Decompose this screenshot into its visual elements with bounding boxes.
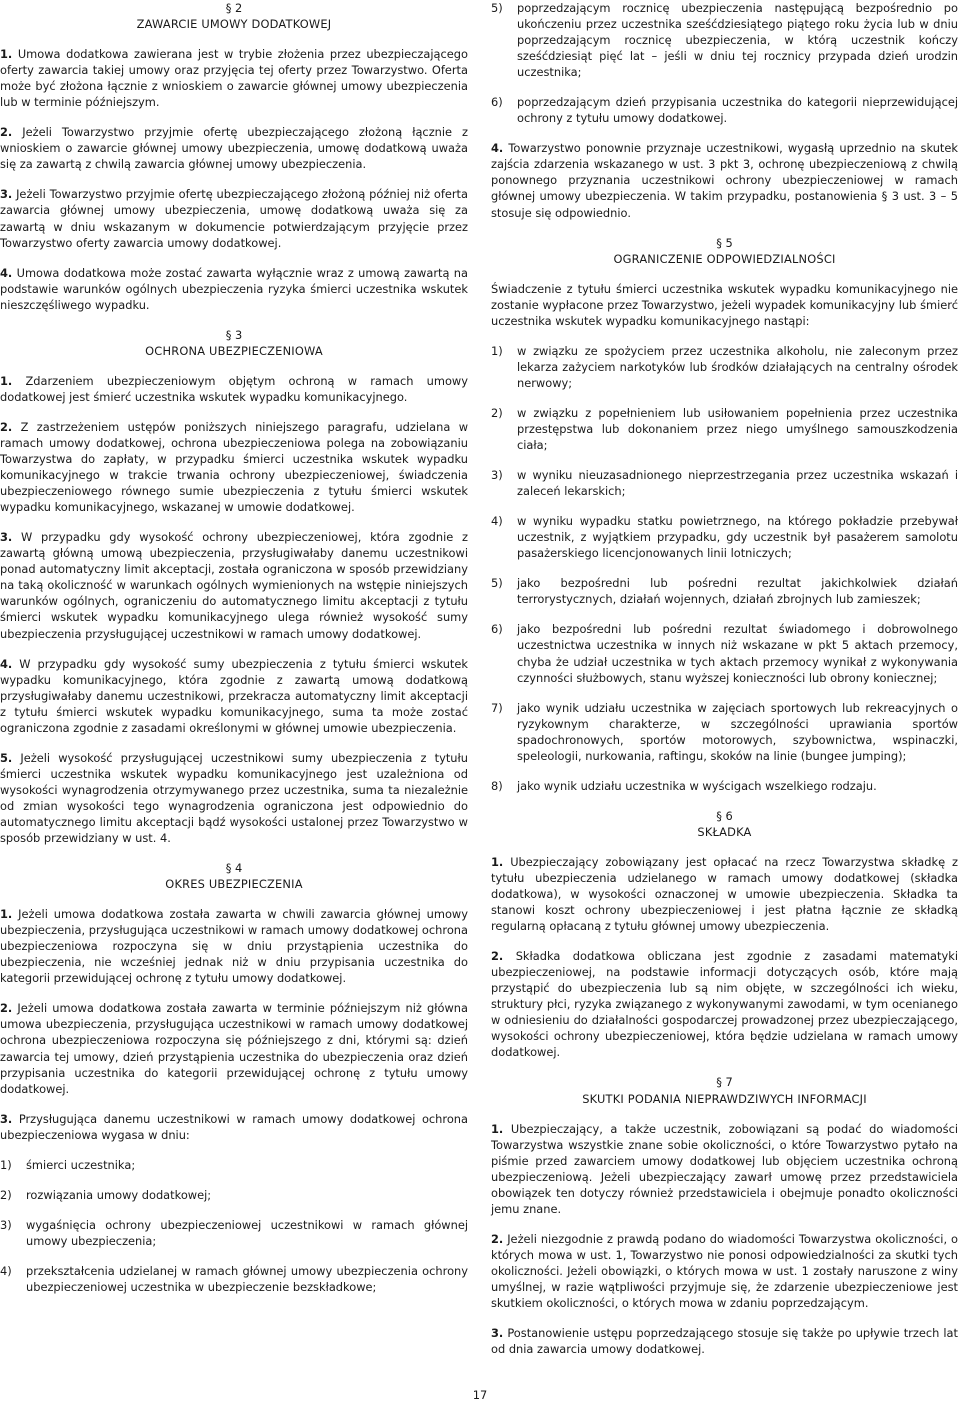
list-item-text: w wyniku nieuzasadnionego nieprzestrzegania przez uczestnika wskazań i zaleceń lekarskich;: [517, 468, 958, 499]
left-column: [0, 0, 468, 1309]
list-item-text: wygaśnięcia ochrony ubezpieczeniowej uczestnikowi w ramach głównej umowy ubezpieczenia;: [26, 1217, 468, 1248]
paragraph-text: Jeżeli niezgodnie z prawdą podano do wiadomości Towarzystwa okoliczności, o których mowa w ust. 1, Towarzystwo nie ponosi odpowiedzialności za skutki tych okoliczności. Jeżeli obowiązki, o których mowa w ust. 1 zostały naruszone z winy umyślnej, w razie wątpliwości przyjmuje się, że zdarzenie ubezpieczeniowe jest skutkiem okoliczności, o których mowa w zdaniu poprzedzającym.: [491, 1231, 958, 1311]
paragraph-number: 5.: [0, 750, 13, 765]
paragraph-number: 4.: [491, 141, 504, 156]
paragraph: [0, 1111, 468, 1143]
paragraph-text: W przypadku gdy wysokość ochrony ubezpieczeniowej, która zgodnie z zawartą główną umową ubezpieczenia, przysługiwałaby danemu uczestnikowi ponad automatyczny limit akceptacji, została ograniczona w sposób przewidziany na taką okoliczność w warunkach ogólnych wymienionych na wstępie niniejszych warunków ogólnych, ograniczeniu do automatycznego limitu akceptacji z tytułu śmierci wskutek wypadku komunikacyjnego ulega również wysokość sumy ubezpieczenia przysługującej uczestnikowi w ramach umowy dodatkowej.: [0, 530, 468, 641]
paragraph: [491, 1325, 958, 1357]
list-item-text: w związku ze spożyciem przez uczestnika alkoholu, nie zaleconym przez lekarza zażyciem narkotyków lub środków działających na centralny ośrodek nerwowy;: [517, 343, 958, 390]
list-item-number: 5): [491, 576, 503, 591]
paragraph-number: 3.: [0, 1111, 13, 1126]
paragraph-number: 1.: [0, 907, 13, 922]
list-item-number: 5): [491, 1, 503, 15]
paragraph: [0, 373, 468, 405]
list-item-number: 8): [491, 778, 503, 793]
section-title: SKŁADKA: [697, 824, 752, 839]
paragraph: [0, 186, 468, 250]
list-item: [491, 700, 958, 764]
list-item: [0, 1157, 468, 1173]
list-item: [491, 467, 958, 499]
right-column: [491, 0, 958, 1371]
list-item-number: 2): [0, 1187, 12, 1202]
paragraph: [0, 529, 468, 641]
paragraph-text: Umowa dodatkowa zawierana jest w trybie złożenia przez ubezpieczającego oferty zawarcia takiej umowy oraz przyjęcia tej oferty przez Towarzystwo. Oferta może być złożona łącznie z wnioskiem o zawarcie głównej umowy ubezpieczenia lub w terminie późniejszym.: [0, 47, 468, 110]
paragraph: [491, 1231, 958, 1311]
paragraph-text: Jeżeli Towarzystwo przyjmie ofertę ubezpieczającego złożoną później niż oferta zawarcia głównej umowy ubezpieczenia, umowę dodatkową uważa się za zawartą w dniu wskazanym w dokumencie potwierdzającym przyjęcie przez Towarzystwo oferty zawarcia umowy dodatkowej.: [0, 187, 468, 250]
list-item-text: śmierci uczestnika;: [26, 1157, 136, 1172]
paragraph-number: 3.: [491, 1326, 504, 1341]
list-item-text: poprzedzającym dzień przypisania uczestnika do kategorii nieprzewidującej ochrony z tytułu umowy dodatkowej.: [517, 95, 958, 126]
section-number: § 6: [716, 808, 733, 823]
paragraph-number: 4.: [0, 265, 13, 280]
list-item-number: 6): [491, 622, 503, 637]
list-item: [0, 1187, 468, 1203]
paragraph: [491, 140, 958, 220]
paragraph-number: 2.: [491, 1231, 504, 1246]
paragraph-number: 1.: [491, 1121, 504, 1136]
section-heading-3: [0, 327, 468, 359]
section-number: § 5: [716, 235, 733, 250]
list-item-number: 3): [491, 468, 503, 483]
list-item-text: rozwiązania umowy dodatkowej;: [26, 1187, 212, 1202]
paragraph-number: 4.: [0, 656, 13, 671]
list-item: [491, 621, 958, 685]
paragraph-number: 2.: [0, 125, 13, 140]
section-number: § 3: [225, 327, 243, 342]
paragraph: [0, 265, 468, 313]
list-item: [0, 1263, 468, 1295]
list-item-text: w związku z popełnieniem lub usiłowaniem popełnienia przez uczestnika przestępstwa lub dokonaniem przez niego umyślnego samouszkodzenia ciała;: [517, 405, 958, 453]
paragraph: [0, 656, 468, 736]
paragraph-text: W przypadku gdy wysokość sumy ubezpieczenia z tytułu śmierci wskutek wypadku komunikacyjnego, która zgodnie z zawartą umową dodatkową przysługiwałaby danemu uczestnikowi, przekracza automatyczny limit akceptacji z tytułu śmierci wskutek wypadku komunikacyjnego, suma ta może zostać ograniczona zgodnie z zasadami określonymi w głównej umowie ubezpieczenia.: [0, 656, 468, 735]
section-heading-6: [491, 808, 958, 840]
list-item-number: 4): [491, 514, 503, 529]
paragraph-text: Jeżeli umowa dodatkowa została zawarta w terminie późniejszym niż główna umowa ubezpieczenia, przysługująca uczestnikowi w ramach umowy dodatkowej ochrona ubezpieczeniowa rozpoczyna się późniejszego z dni, którymi są: dzień zawarcia tej umowy, dzień przystąpienia uczestnika do ubezpieczenia oraz dzień przypisania uczestnika do kategorii przewidującej ochronę z tytułu umowy dodatkowej.: [0, 1001, 468, 1096]
paragraph-number: 2.: [0, 1001, 13, 1016]
list-item-number: 1): [491, 343, 503, 358]
list-item: [491, 575, 958, 607]
paragraph: [0, 46, 468, 110]
paragraph-number: 1.: [0, 47, 13, 62]
list-item: [0, 1217, 468, 1249]
paragraph-text: Ubezpieczający, a także uczestnik, zobowiązani są podać do wiadomości Towarzystwa wszystkie znane sobie okoliczności, o które Towarzystwo pytało na piśmie przed zawarciem umowy dodatkowej lub objęciem uczestnika ochroną ubezpieczeniową. Jeżeli ubezpieczający zawarł umowę przez przedstawiciela obowiązek ten dotyczy również przedstawiciela i obejmuje ponadto okoliczności jemu znane.: [491, 1121, 958, 1216]
list-item-number: 2): [491, 405, 503, 420]
paragraph-text: Z zastrzeżeniem ustępów poniższych niniejszego paragrafu, udzielana w ramach umowy dodatkowej, ochrona ubezpieczeniowa polega na zobowiązaniu Towarzystwa do zapłaty, w przypadku śmierci uczestnika wskutek wypadku komunikacyjnego w trakcie trwania ochrony ubezpieczeniowej, świadczenia ubezpieczeniowego równego sumie ubezpieczenia z tytułu śmierci wskutek wypadku komunikacyjnego, wskazanej w umowie dodatkowej.: [0, 419, 469, 515]
paragraph-number: 3.: [0, 187, 13, 202]
list-item-text: przekształcenia udzielanej w ramach głównej umowy ubezpieczenia ochrony ubezpieczeniowej uczestnika w ubezpieczenie bezskładkowe;: [26, 1263, 468, 1294]
list-item-text: poprzedzającym rocznicę ubezpieczenia następującą bezpośrednio po ukończeniu przez uczestnika sześćdziesiątego piątego roku życia lub w dniu poprzedzającym rocznicę ubezpieczenia, w którą uczestnik kończy sześćdziesiąt pięć lat – jeśli w dniu tej rocznicy przypada dzień urodzin uczestnika;: [517, 1, 958, 80]
paragraph-number: 2.: [0, 419, 13, 434]
paragraph-text: Jeżeli umowa dodatkowa została zawarta w chwili zawarcia głównej umowy ubezpieczenia, przysługująca uczestnikowi w ramach umowy dodatkowej ochrona ubezpieczeniowa rozpoczyna się w dniu przystąpienia uczestnika do ubezpieczenia, nie wcześniej jednak niż w dniu przypisania uczestnika do kategorii przewidującej ochronę z tytułu umowy dodatkowej.: [0, 907, 468, 986]
page-number: 17: [472, 1388, 488, 1402]
section-title: ZAWARCIE UMOWY DODATKOWEJ: [136, 17, 332, 32]
section-number: § 4: [225, 861, 243, 876]
paragraph-text: Umowa dodatkowa może zostać zawarta wyłącznie wraz z umową zawartą na podstawie warunków ogólnych ubezpieczenia ryzyka śmierci uczestnika wskutek nieszczęśliwego wypadku.: [0, 265, 468, 312]
list-item-text: jako wynik udziału uczestnika w wyścigach wszelkiego rodzaju.: [517, 778, 877, 793]
section-title: SKUTKI PODANIA NIEPRAWDZIWYCH INFORMACJI: [582, 1091, 867, 1106]
list-item: [491, 513, 958, 561]
list-item: [491, 778, 958, 794]
paragraph-text: Jeżeli Towarzystwo przyjmie ofertę ubezpieczającego złożoną łącznie z wnioskiem o zawarcie głównej umowy ubezpieczenia, umowę dodatkową uważa się za zawartą z chwilą zawarcia głównej umowy ubezpieczenia.: [0, 125, 468, 172]
lead-paragraph: Świadczenie z tytułu śmierci uczestnika wskutek wypadku komunikacyjnego nie zostanie wypłacone przez Towarzystwo, jeżeli wypadek komunikacyjny lub śmierć uczestnika wskutek wypadku komunikacyjnego nastąpi:: [491, 281, 958, 328]
paragraph-text: Zdarzeniem ubezpieczeniowym objętym ochroną w ramach umowy dodatkowej jest śmierć uczestnika wskutek wypadku komunikacyjnego.: [0, 373, 468, 404]
paragraph: [0, 124, 468, 172]
paragraph-text: Składka dodatkowa obliczana jest zgodnie z zasadami matematyki ubezpieczeniowej, na podstawie informacji dotyczących osób, które mają przystąpić do ubezpieczenia lub są nim objęte, w szczególności ich wieku, struktury płci, ryzyka związanego z wykonywanymi zawodami, w tym ocenianego w odniesieniu do działalności gospodarczej prowadzonej przez ubezpieczającego, wysokości ochrony ubezpieczeniowej, która będzie udzielana w ramach umowy dodatkowej.: [491, 949, 958, 1060]
list-item: [491, 343, 958, 391]
paragraph-text: Towarzystwo ponownie przyznaje uczestnikowi, wygasłą uprzednio na skutek zajścia zdarzenia wskazanego w ust. 3 pkt 3, ochronę ubezpieczeniową z chwilą ponownego przyznania uczestnikowi ochrony ubezpieczeniowej w ramach głównej umowy ubezpieczenia. W takim przypadku, postanowienia § 3 ust. 3 – 5 stosuje się odpowiednio.: [491, 141, 958, 220]
paragraph-number: 1.: [0, 373, 13, 388]
paragraph: [0, 906, 468, 986]
list-item-number: 7): [491, 700, 503, 715]
paragraph: [0, 750, 468, 846]
paragraph-text: Jeżeli wysokość przysługującej uczestnikowi sumy ubezpieczenia z tytułu śmierci uczestnika wskutek wypadku komunikacyjnego jest uzależniona od wysokości wynagrodzenia otrzymywanego przez uczestnika, suma ta niezależnie od zmian wysokości tego wynagrodzenia ograniczona jest odpowiednio do automatycznego limitu akceptacji bądź wysokości ustalonej przez Towarzystwo w sposób przewidziany w ust. 4.: [0, 750, 468, 846]
list-item-text: jako bezpośredni lub pośredni rezultat świadomego i dobrowolnego uczestnictwa uczestnika w innych niż wskazane w pkt 5 aktach przemocy, chyba że udział uczestnika w tych aktach przemocy wynikał z wykonywania czynności służbowych, stanu wyższej konieczności lub obrony koniecznej;: [517, 622, 958, 685]
paragraph-number: 2.: [491, 949, 504, 964]
list-item-text: w wyniku wypadku statku powietrznego, na którego pokładzie przebywał uczestnik, z wyjątkiem przypadku, gdy uczestnik był pasażerem samolotu pasażerskiego licencjonowanych linii lotniczych;: [517, 514, 958, 561]
paragraph-text: Postanowienie ustępu poprzedzającego stosuje się także po upływie trzech lat od dnia zawarcia umowy dodatkowej.: [491, 1326, 958, 1357]
list-item-number: 4): [0, 1263, 12, 1278]
paragraph: [491, 948, 958, 1060]
section-heading-5: [491, 235, 958, 267]
list-item-number: 6): [491, 95, 503, 110]
section-title: OGRANICZENIE ODPOWIEDZIALNOŚCI: [613, 251, 836, 266]
list-item-text: jako wynik udziału uczestnika w zajęciach sportowych lub rekreacyjnych o ryzykownym charakterze, w szczególności uprawiania sportów spadochronowych, sportów motorowych, szybownictwa, wspinaczki, speleologii, nurkowania, raftingu, skoków na linie (bungee jumping);: [517, 700, 958, 763]
paragraph-number: 3.: [0, 530, 13, 545]
paragraph: [491, 854, 958, 934]
paragraph: [0, 419, 468, 515]
list-item: [491, 94, 958, 126]
section-title: OCHRONA UBEZPIECZENIOWA: [145, 343, 323, 358]
section-heading-4: [0, 860, 468, 892]
list-item-number: 3): [0, 1217, 12, 1232]
paragraph: [491, 1121, 958, 1217]
list-item: [491, 405, 958, 453]
paragraph: [0, 1000, 468, 1096]
list-item-text: jako bezpośredni lub pośredni rezultat jakichkolwiek działań terrorystycznych, działań wojennych, działań zbrojnych lub zamieszek;: [517, 576, 958, 607]
paragraph-text: Przysługująca danemu uczestnikowi w ramach umowy dodatkowej ochrona ubezpieczeniowa wygasa w dniu:: [0, 1111, 468, 1142]
list-item-number: 1): [0, 1157, 12, 1172]
section-heading-7: [491, 1074, 958, 1106]
section-number: § 2: [225, 1, 243, 15]
list-item: [491, 0, 958, 80]
section-title: OKRES UBEZPIECZENIA: [165, 877, 303, 892]
section-heading-2: [0, 0, 468, 32]
paragraph-number: 1.: [491, 854, 504, 869]
section-number: § 7: [716, 1075, 733, 1090]
paragraph-text: Ubezpieczający zobowiązany jest opłacać na rzecz Towarzystwa składkę z tytułu ubezpieczenia udzielanego w ramach umowy dodatkowej (składka dodatkowa), w wysokości oznaczonej w umowie ubezpieczenia. Składka ta stanowi koszt ochrony ubezpieczeniowej i jest płatna łącznie ze składką regularną opłacaną z tytułu głównej umowy ubezpieczenia.: [491, 854, 959, 934]
